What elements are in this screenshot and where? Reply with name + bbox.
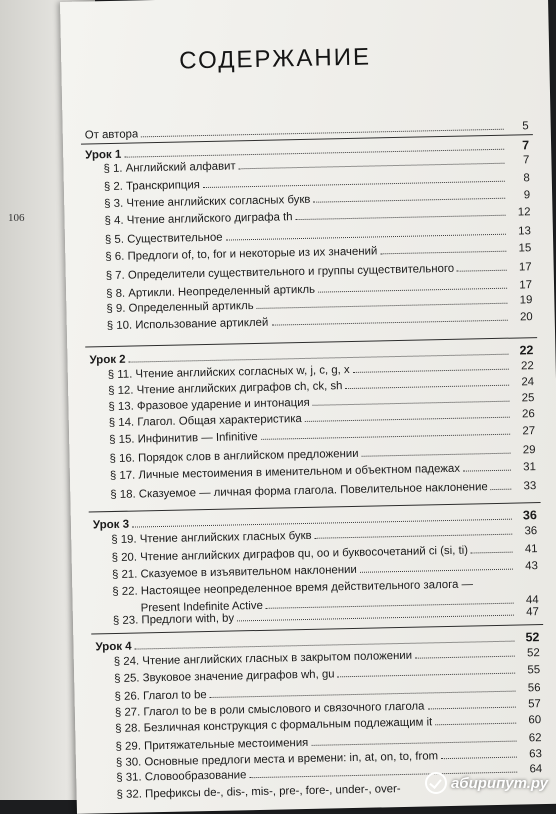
leader-dots [345, 385, 509, 389]
toc-entry-title: § 5. Существительное [104, 231, 223, 247]
leader-dots [313, 401, 510, 406]
leader-dots [237, 615, 514, 622]
leader-dots [313, 198, 505, 203]
leader-dots [491, 489, 512, 490]
toc-entry-title: § 12. Чтение английских диграфов ch, ck, sh [108, 380, 343, 398]
toc-page-number: 55 [527, 664, 541, 677]
watermark [425, 772, 548, 794]
toc-entry-title: Урок 3 [92, 518, 130, 532]
toc-entry-title: § 32. Префиксы de-, dis-, mis-, pre-, fore-, under-, over- [116, 783, 401, 801]
toc-entry-title: § 20. Чтение английских диграфов qu, oo и буквосочетаний ci (si, ti) [111, 544, 469, 565]
leader-dots [296, 215, 506, 220]
leader-dots [338, 673, 516, 678]
toc-page-number: 5 [522, 120, 529, 133]
toc-page-number: 29 [522, 444, 536, 457]
leader-dots [353, 369, 509, 373]
toc-entry-title: § 29. Притяжательные местоимения [115, 736, 309, 753]
leader-dots [471, 552, 513, 554]
previous-page-number: 106 [8, 212, 25, 224]
leader-dots [315, 534, 513, 539]
toc-entry-title: § 13. Фразовое ударение и интонация [108, 396, 310, 414]
leader-dots [441, 757, 517, 760]
leader-dots [210, 691, 516, 698]
toc-page-number: 33 [523, 480, 537, 493]
leader-dots [261, 434, 510, 440]
toc-page-number: 24 [521, 376, 535, 389]
leader-dots [311, 741, 516, 746]
toc-entry-title: § 22. Настоящее неопределенное время действительного залога — [112, 578, 474, 599]
toc-page-number: 17 [519, 279, 533, 292]
toc-page-number: 8 [523, 172, 530, 185]
toc-entry-title: § 14. Глагол. Общая характеристика [108, 413, 302, 430]
toc-page-number: 36 [524, 525, 538, 538]
leader-dots [203, 181, 505, 188]
toc-page-number: 52 [526, 647, 540, 660]
toc-page-number: 22 [520, 360, 534, 373]
toc-entry-title: Present Indefinite Active [140, 599, 264, 615]
leader-dots [362, 453, 511, 457]
toc-entry-title: § 1. Английский алфавит [103, 160, 236, 176]
toc-entry-title: § 25. Звуковое значение диграфов wh, gu [114, 668, 335, 686]
toc-page-number: 31 [523, 461, 536, 474]
leader-dots [435, 723, 516, 726]
toc-page-number: 60 [528, 714, 542, 727]
toc-page-number: 17 [518, 261, 532, 274]
toc-entry [110, 461, 536, 482]
toc-entry-title: § 16. Порядок слов в английском предложении [109, 447, 359, 466]
toc-entry-title: От автора [84, 128, 139, 142]
leader-dots [226, 234, 506, 241]
toc-entry [107, 311, 533, 332]
toc-page-number: 47 [526, 606, 540, 619]
watermark-text: абирипут.ру [450, 774, 548, 792]
toc-entry-title: § 21. Сказуемое в изъявительном наклонении [111, 563, 357, 582]
toc-page-number: 43 [525, 560, 539, 573]
toc-entry-title: § 30. Основные предлоги места и времени: in, at, on, to, from [115, 750, 439, 769]
toc-entry-title: § 17. Личные местоимения в именительном и объектном падежах [109, 462, 461, 483]
toc-page-number: 12 [517, 206, 531, 219]
toc-entry-title: § 7. Определители существительного и группы существительного [105, 262, 455, 283]
toc-entry [104, 206, 530, 227]
toc-entry-title: § 28. Безличная конструкция с формальным подлежащим it [115, 716, 433, 736]
leader-dots [239, 163, 505, 170]
toc-entry-title: § 19. Чтение английских гласных букв [111, 529, 312, 547]
toc-entry-title: § 2. Транскрипция [103, 179, 201, 194]
toc-entry [109, 425, 535, 446]
toc-page-number: 52 [525, 630, 540, 645]
toc-entry [105, 242, 531, 263]
toc-page-number: 22 [519, 343, 534, 358]
toc-entry-title: § 18. Сказуемое — личная форма глагола. Повелительное наклонение [110, 481, 488, 502]
toc-page-number: 20 [519, 311, 533, 324]
toc-entry-title: Урок 2 [89, 353, 126, 367]
toc-page-number: 13 [518, 225, 532, 238]
toc-page-number: 64 [529, 763, 543, 776]
toc-entry [110, 480, 536, 501]
toc-entry-title: Урок 1 [85, 148, 122, 162]
toc-page-number: 56 [527, 682, 541, 695]
toc-page-number: 7 [522, 138, 530, 153]
checkmark-logo-icon [425, 772, 447, 794]
leader-dots [427, 707, 515, 710]
toc-page-number: 57 [528, 698, 541, 711]
toc-page-number: 44 [525, 594, 539, 607]
toc-entry-title: § 15. Инфинитив — Infinitive [109, 430, 258, 447]
toc-entry-title: § 11. Чтение английских согласных w, j, c, g, x [107, 364, 350, 382]
leader-dots [318, 288, 507, 293]
toc-entry-title: § 27. Глагол to be в роли смыслового и связочного глагола [114, 700, 425, 720]
toc-page-number: 7 [522, 154, 530, 167]
leader-dots [271, 320, 507, 326]
leader-dots [463, 470, 511, 472]
toc-entry-title: § 26. Глагол to be [114, 689, 207, 704]
toc-entry-title: § 9. Определенный артикль [106, 300, 254, 316]
page-title: СОДЕРЖАНИЕ [178, 43, 372, 75]
leader-dots [457, 270, 507, 272]
toc-entry-title: § 10. Использование артиклей [106, 316, 269, 333]
toc-page-number: 62 [528, 732, 542, 745]
toc-page-number: 15 [518, 242, 532, 255]
leader-dots [305, 417, 510, 422]
leader-dots [415, 656, 515, 659]
leader-dots [257, 303, 508, 309]
toc-entry [106, 261, 532, 282]
toc-entry-title: § 6. Предлоги of, to, for и некоторые из их значений [105, 245, 378, 264]
toc-page-number: 36 [522, 508, 537, 523]
toc-page-number: 41 [524, 543, 538, 556]
leader-dots [380, 251, 506, 255]
toc-page-number: 9 [523, 189, 531, 202]
toc-page-number: 19 [519, 294, 533, 307]
toc-entry-title: Урок 4 [95, 640, 132, 654]
toc-entry-title: § 24. Чтение английских гласных в закрытом положении [113, 649, 413, 669]
toc-entry-title: § 4. Чтение английского диграфа th [104, 211, 293, 228]
toc-entry-title: § 3. Чтение английских согласных букв [104, 193, 311, 211]
toc-entry-title: § 31. Словообразование [116, 769, 247, 784]
toc-page-number: 63 [529, 748, 542, 761]
leader-dots [360, 569, 513, 573]
contents-page [60, 0, 556, 814]
toc-page-number: 27 [522, 425, 536, 438]
toc-page-number: 25 [521, 392, 535, 405]
toc-entry [114, 664, 540, 685]
toc-entry-title: § 8. Артикли. Неопределенный артикль [106, 283, 316, 301]
toc-page-number: 26 [521, 408, 535, 421]
toc-entry-title: § 23. Предлоги with, by [112, 612, 235, 628]
